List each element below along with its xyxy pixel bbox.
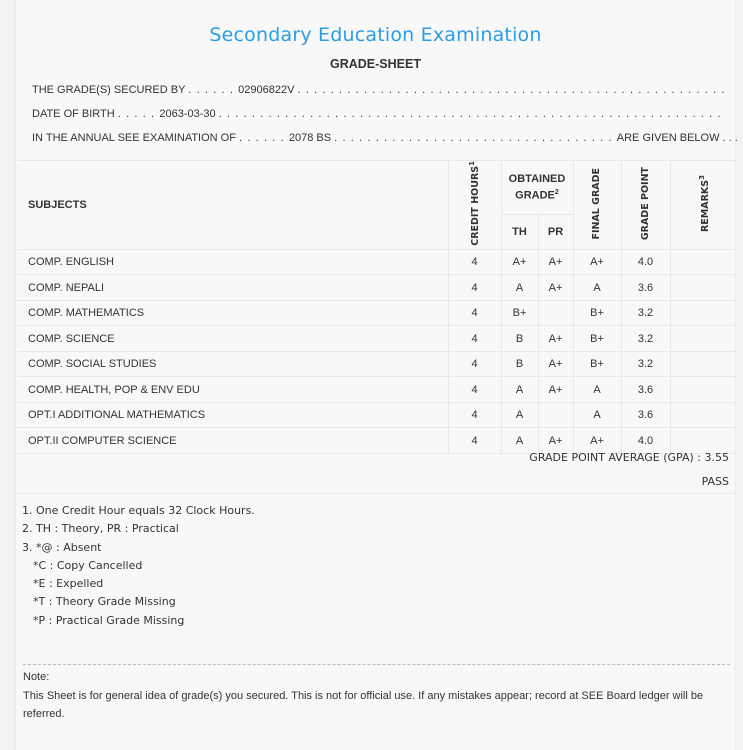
final-grade: A <box>573 377 621 403</box>
dashed-divider <box>23 664 730 665</box>
remarks <box>670 377 737 403</box>
table-row <box>18 402 737 428</box>
subject-name: OPT.II COMPUTER SCIENCE <box>18 428 448 454</box>
final-grade: B+ <box>573 351 621 377</box>
date-of-birth: 2063-03-30 <box>159 108 216 120</box>
grade-point: 4.0 <box>621 249 670 275</box>
theory-header: TH <box>501 214 538 249</box>
legend-item: *P : Practical Grade Missing <box>33 613 185 627</box>
practical-header: PR <box>538 214 573 249</box>
subject-name: COMP. HEALTH, POP & ENV EDU <box>18 377 448 403</box>
remarks <box>670 428 737 454</box>
subject-name: COMP. MATHEMATICS <box>18 300 448 326</box>
credit-hours: 4 <box>448 402 501 428</box>
secured-by-line: THE GRADE(S) SECURED BY . . . . . . 02906822V . . . . . . . . . . . . . . . . . . . . . . . . . . . . . . . . . . . . . . . . . . . . . . . . . . . . <box>32 84 726 96</box>
theory-grade: B+ <box>501 300 538 326</box>
exam-label: IN THE ANNUAL SEE EXAMINATION OF <box>32 132 236 144</box>
table-row <box>18 326 737 352</box>
table-row <box>18 377 737 403</box>
final-grade: A+ <box>573 249 621 275</box>
symbol-number: 02906822V <box>238 84 295 96</box>
table-row <box>18 300 737 326</box>
legend-item: 1. One Credit Hour equals 32 Clock Hours. <box>22 504 255 517</box>
note-label: Note: <box>23 671 50 683</box>
practical-grade: A+ <box>538 377 573 403</box>
table-row <box>18 249 737 275</box>
practical-grade: A+ <box>538 351 573 377</box>
subject-name: COMP. SOCIAL STUDIES <box>18 351 448 377</box>
credit-hours: 4 <box>448 351 501 377</box>
grade-point: 4.0 <box>621 428 670 454</box>
gpa-summary: GRADE POINT AVERAGE (GPA) : 3.55 <box>529 451 729 464</box>
result-status: PASS <box>701 475 729 488</box>
legend-item: *T : Theory Grade Missing <box>33 595 176 609</box>
final-grade: B+ <box>573 300 621 326</box>
credit-hours: 4 <box>448 377 501 403</box>
legend-item: 2. TH : Theory, PR : Practical <box>22 522 179 536</box>
remarks <box>670 275 737 301</box>
note-text: This Sheet is for general idea of grade(s) you secured. This is not for official use. If any mistakes appear; record at SEE Board ledger will be referred. <box>23 689 704 720</box>
credit-hours: 4 <box>448 275 501 301</box>
theory-grade: B <box>501 326 538 352</box>
practical-grade <box>538 300 573 326</box>
credit-hours-header: CREDIT HOURS$^1$ <box>448 161 501 250</box>
remarks <box>670 326 737 352</box>
grade-sheet-panel <box>15 0 736 750</box>
remarks <box>670 351 737 377</box>
final-grade: B+ <box>573 326 621 352</box>
subject-name: COMP. SCIENCE <box>18 326 448 352</box>
table-row <box>18 428 737 454</box>
legend-item: 3. *@ : Absent <box>22 540 102 554</box>
legend-item: *C : Copy Cancelled <box>33 558 143 572</box>
credit-hours: 4 <box>448 300 501 326</box>
practical-grade: A+ <box>538 249 573 275</box>
note-section <box>23 668 723 724</box>
theory-grade: A <box>501 275 538 301</box>
credit-hours: 4 <box>448 428 501 454</box>
practical-grade: A+ <box>538 275 573 301</box>
grade-point: 3.2 <box>621 351 670 377</box>
subject-name: COMP. ENGLISH <box>18 249 448 275</box>
subjects-header: SUBJECTS <box>18 161 448 250</box>
page-title: Secondary Education Examination <box>209 24 542 46</box>
final-grade: A <box>573 275 621 301</box>
secured-by-label: THE GRADE(S) SECURED BY <box>32 84 186 96</box>
theory-grade: A <box>501 428 538 454</box>
final-grade-header: FINAL GRADE <box>573 161 621 250</box>
theory-grade: A <box>501 377 538 403</box>
remarks <box>670 300 737 326</box>
exam-year: 2078 BS <box>288 132 332 144</box>
theory-grade: A+ <box>501 249 538 275</box>
obtained-grade-header: OBTAINED GRADE$^2$ <box>501 161 573 215</box>
grade-point: 3.6 <box>621 377 670 403</box>
dob-line: DATE OF BIRTH . . . . . 2063-03-30 . . . . . . . . . . . . . . . . . . . . . . . . . . . . . . . . . . . . . . . . . . . . . . . . . . . . . . . . . . . . . <box>32 108 722 120</box>
final-grade: A <box>573 402 621 428</box>
dob-label: DATE OF BIRTH <box>32 108 115 120</box>
table-row <box>18 351 737 377</box>
table-row <box>18 275 737 301</box>
grade-sheet-heading: GRADE-SHEET <box>330 57 421 71</box>
grade-point-header: GRADE POINT <box>621 161 670 250</box>
remarks <box>670 249 737 275</box>
subject-name: COMP. NEPALI <box>18 275 448 301</box>
grade-point: 3.2 <box>621 326 670 352</box>
practical-grade: A+ <box>538 428 573 454</box>
theory-grade: A <box>501 402 538 428</box>
grade-point: 3.6 <box>621 275 670 301</box>
remarks <box>670 402 737 428</box>
practical-grade <box>538 402 573 428</box>
legend <box>22 502 255 630</box>
grades-table <box>18 160 737 454</box>
given-below-text: ARE GIVEN BELOW . . . <box>616 132 738 144</box>
remarks-header: REMARKS$^3$ <box>670 161 737 250</box>
practical-grade: A+ <box>538 326 573 352</box>
credit-hours: 4 <box>448 326 501 352</box>
legend-item: *E : Expelled <box>33 577 104 591</box>
exam-line: IN THE ANNUAL SEE EXAMINATION OF . . . . . . 2078 BS . . . . . . . . . . . . . . . . . . . . . . . . . . . . . . . . . . ARE GIVEN BELOW . . . <box>32 132 738 144</box>
subject-name: OPT.I ADDITIONAL MATHEMATICS <box>18 402 448 428</box>
theory-grade: B <box>501 351 538 377</box>
final-grade: A+ <box>573 428 621 454</box>
grade-point: 3.2 <box>621 300 670 326</box>
divider <box>16 493 735 494</box>
grade-point: 3.6 <box>621 402 670 428</box>
credit-hours: 4 <box>448 249 501 275</box>
